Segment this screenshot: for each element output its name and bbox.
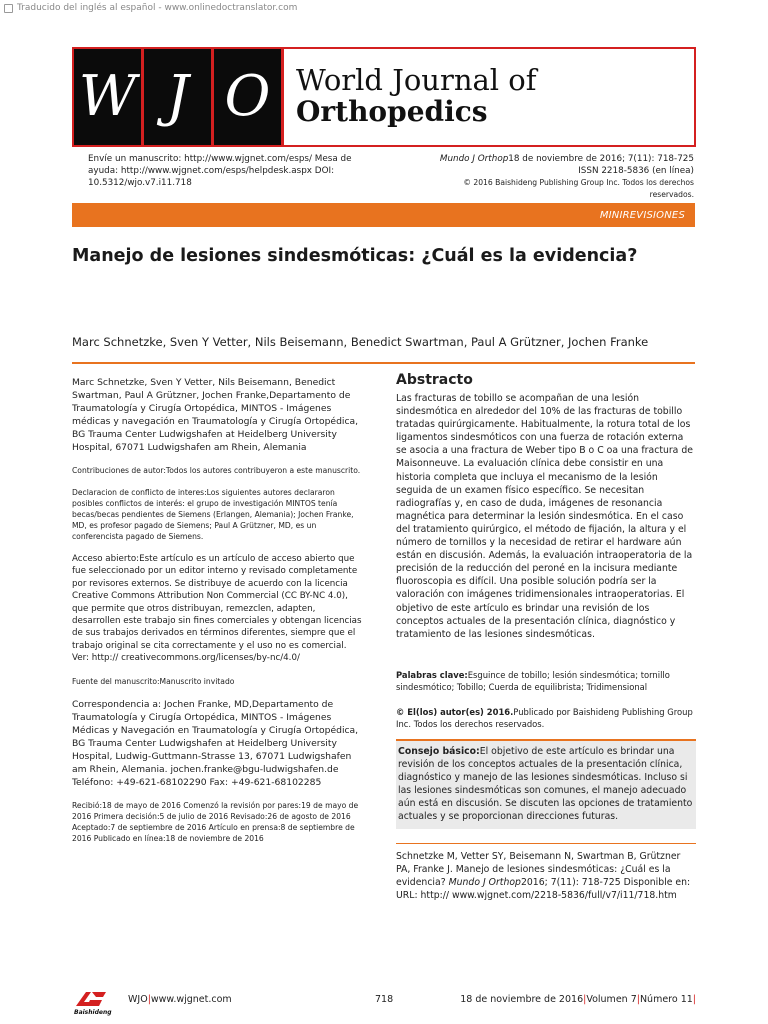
core-tip-text: El objetivo de este artículo es brindar una revisión de los conceptos actuales de la presentación clínica, diagnóstico y manejo de las lesiones sindesmóticas. Incluso si las lesiones sindesmóticas son comunes, el manejo adecuado aún está en discusión. Se discuten las opciones de tratamiento actuales y se proporcionan direcciones futuras. [398,745,693,822]
open-access-statement: Acceso abierto:Este artículo es un artículo de acceso abierto que fue seleccionado por un editor interno y revisado completamente por revisores externos. Se distribuye de acuerdo con la licencia Creative Commons Attribution Non Commercial (CC BY-NC 4.0), que permite que otros distribuyan, remezclen, adapten, desarrollen este trabajo sin fines comerciales y obtengan licencias de sus trabajos derivados en términos diferentes, siempre que el trabajo original se cita correctamente y el uso no es comercial. Ver: http:// creativecommons.org/licenses/by-nc/4.0/ [72,554,362,664]
journal-name [284,49,537,145]
citation-journal: Mundo J Orthop [439,154,509,164]
footer-website-link[interactable]: www.wjgnet.com [150,994,232,1005]
journal-name-line2: Orthopedics [296,95,488,128]
translator-banner-text: Traducido del inglés al español - www.onlinedoctranslator.com [17,3,298,13]
keywords [396,669,696,694]
article-copyright [396,706,696,731]
cite-details: 2016; 7(11): 718-725 Disponible en: URL: http:// www.wjgnet.com/2218-5836/full/v7/i11/718.htm [396,876,691,901]
journal-citation [434,153,694,201]
footer-issue: Número 11 [639,994,693,1005]
logo-letter-block [74,49,144,145]
translator-banner[interactable] [0,0,768,16]
keywords-label: Palabras clave: [396,669,468,680]
cite-journal: Mundo J Orthop [448,876,521,888]
page-number: 718 [375,994,394,1005]
journal-masthead [72,47,696,147]
conflict-of-interest: Declaracion de conflicto de interes:Los siguientes autores declararon posibles conflictos de interés: el grupo de investigación MINTOS tenía becas/becas pendientes de Siemens (Erlangen, Alemania); Jochen Franke, MD, es profesor pagado de Siemens; Paul A Grützner, MD, es un conferencista pagado de Siemens. [72,488,354,541]
section-banner [72,203,695,227]
affiliation: Marc Schnetzke, Sven Y Vetter, Nils Beisemann, Benedict Swartman, Paul A Grützner, Jochen Franke,Departamento de Traumatología y Cirugía Ortopédica, MINTOS - Imágenes médicas y navegación en Traumatología y Cirugía Ortopédica, BG Trauma Center Ludwigshafen at Heidelberg University Hospital, 67071 Ludwigshafen am Rhein, Alemania [72,377,359,453]
citation-date-volume: 18 de noviembre de 2016; 7(11): 718-725 [508,154,694,164]
logo-letter-block [214,49,284,145]
article-title: Manejo de lesiones sindesmóticas: ¿Cuál es la evidencia? [72,246,638,266]
section-label: MINIREVISIONES [599,209,685,221]
manuscript-source: Fuente del manuscrito:Manuscrito invitado [72,676,235,686]
divider [396,843,696,844]
copyright-label: © El(los) autor(es) 2016. [396,706,514,717]
journal-name-line1: World Journal of [296,63,537,97]
abstract-column [396,372,696,902]
copyright-notice: © 2016 Baishideng Publishing Group Inc. Todos los derechos reservados. [463,178,694,199]
page-footer [72,988,696,1018]
footer-journal: WJO|www.wjgnet.com [128,994,232,1005]
citation-line [434,153,694,165]
issn: ISSN 2218-5836 (en línea) [578,166,694,176]
footer-journal-abbr: WJO [128,994,148,1005]
copyright-text: Publicado por Baishideng Publishing Group Inc. Todos los derechos reservados. [396,706,693,730]
core-tip-label: Consejo básico: [398,745,480,757]
article-metadata-column [72,376,362,855]
author-list: Marc Schnetzke, Sven Y Vetter, Nils Beisemann, Benedict Swartman, Paul A Grützner, Jochen Franke [72,335,649,349]
core-tip-box [396,739,696,829]
divider [72,362,695,364]
baishideng-logo-icon [72,988,116,1016]
logo-letter: O [224,64,271,129]
author-contributions: Contribuciones de autor:Todos los autores contribuyeron a este manuscrito. [72,466,361,475]
cite-authors-title: Schnetzke M, Vetter SY, Beisemann N, Swartman B, Grützner PA, Franke J. Manejo de lesiones sindesmóticas: ¿Cuál es la evidencia? [396,850,681,888]
logo-letter: J [166,64,189,129]
correspondence: Correspondencia a: Jochen Franke, MD,Departamento de Traumatología y Cirugía Ortopédica, MINTOS - Imágenes Médicas y Navegación en Traumatología y Cirugía Ortopédica, BG Trauma Center Ludwigshafen at Heidelberg University Hospital, Ludwig-Guttmann-Strasse 13, 67071 Ludwigshafen am Rhein, Alemania. jochen.franke@bgu-ludwigshafen.de Teléfono: +49-621-68102290 Fax: +49-621-68102285 [72,698,359,788]
abstract-body: Las fracturas de tobillo se acompañan de una lesión sindesmótica en alrededor del 10% de las fracturas de tobillo tratadas quirúrgicamente. Habitualmente, la rotura total de los ligamentos sindesmóticos con una fuerza de rotación externa se asocia a una fractura de Weber tipo B o C oa una fractura de Maisonneuve. La evaluación clínica debe consistir en una historia completa que incluya el mecanismo de la lesión seguida de un examen físico específico. Se necesitan radiografías y, en caso de duda, imágenes de resonancia magnética para determinar la lesión sindesmótica. En el caso del tratamiento quirúrgico, el método de fijación, la altura y el número de tornillos y la necesidad de retirar el hardware aún están en discusión. Además, la evaluación intraoperatoria de la precisión de la reducción del peroné en la incisura mediante fluoroscopia es difícil. Una posible solución podría ser la valoración con imágenes tridimensionales intraoperatorias. El objetivo de este artículo es brindar una revisión de los conceptos actuales de la presentación clínica, diagnóstico y tratamiento de las lesiones sindesmóticas. [396,393,693,640]
logo-letter: W [78,64,137,129]
how-to-cite [396,850,696,902]
keywords-text: Esguince de tobillo; lesión sindesmótica; tornillo sindesmótico; Tobillo; Cuerda de equilibrista; Tridimensional [396,669,670,693]
publication-dates: Recibió:18 de mayo de 2016 Comenzó la revisión por pares:19 de mayo de 2016 Primera decisión:5 de julio de 2016 Revisado:26 de agosto de 2016 Aceptado:7 de septiembre de 2016 Artículo en prensa:8 de septiembre de 2016 Publicado en línea:18 de noviembre de 2016 [72,800,359,843]
submission-info: Envíe un manuscrito: http://www.wjgnet.com/esps/ Mesa de ayuda: http://www.wjgnet.com/esps/helpdesk.aspx DOI: 10.5312/wjo.v7.i11.718 [88,154,352,188]
journal-logo [74,49,284,145]
translator-icon [4,4,13,13]
footer-issue-info: 18 de noviembre de 2016|Volumen 7|Número 11| [460,994,696,1005]
abstract-heading: Abstracto [396,372,473,388]
svg-text:Baishideng: Baishideng [74,1009,112,1016]
logo-letter-block [144,49,214,145]
footer-date: 18 de noviembre de 2016 [460,994,584,1005]
footer-volume: Volumen 7 [586,994,637,1005]
